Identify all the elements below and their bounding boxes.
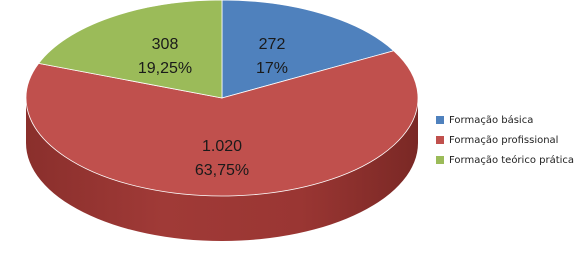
chart-legend bbox=[436, 110, 574, 170]
legend-item-formacao-teorico-pratica bbox=[436, 150, 574, 170]
legend-swatch bbox=[436, 136, 444, 144]
slice-label-percent-2: 19,25% bbox=[137, 60, 193, 77]
legend-item-formacao-profissional bbox=[436, 130, 574, 150]
legend-label: Formação básica bbox=[449, 114, 534, 126]
legend-item-formacao-basica bbox=[436, 110, 574, 130]
slice-label-value-2: 308 bbox=[151, 36, 179, 53]
slice-label-percent-0: 17% bbox=[255, 60, 289, 77]
slice-label-value-0: 272 bbox=[258, 36, 286, 53]
legend-label: Formação profissional bbox=[449, 134, 559, 146]
legend-swatch bbox=[436, 156, 444, 164]
slice-label-value-1: 1.020 bbox=[201, 138, 243, 155]
legend-swatch bbox=[436, 116, 444, 124]
slice-label-percent-1: 63,75% bbox=[194, 162, 250, 179]
legend-label: Formação teórico prática bbox=[449, 154, 575, 166]
